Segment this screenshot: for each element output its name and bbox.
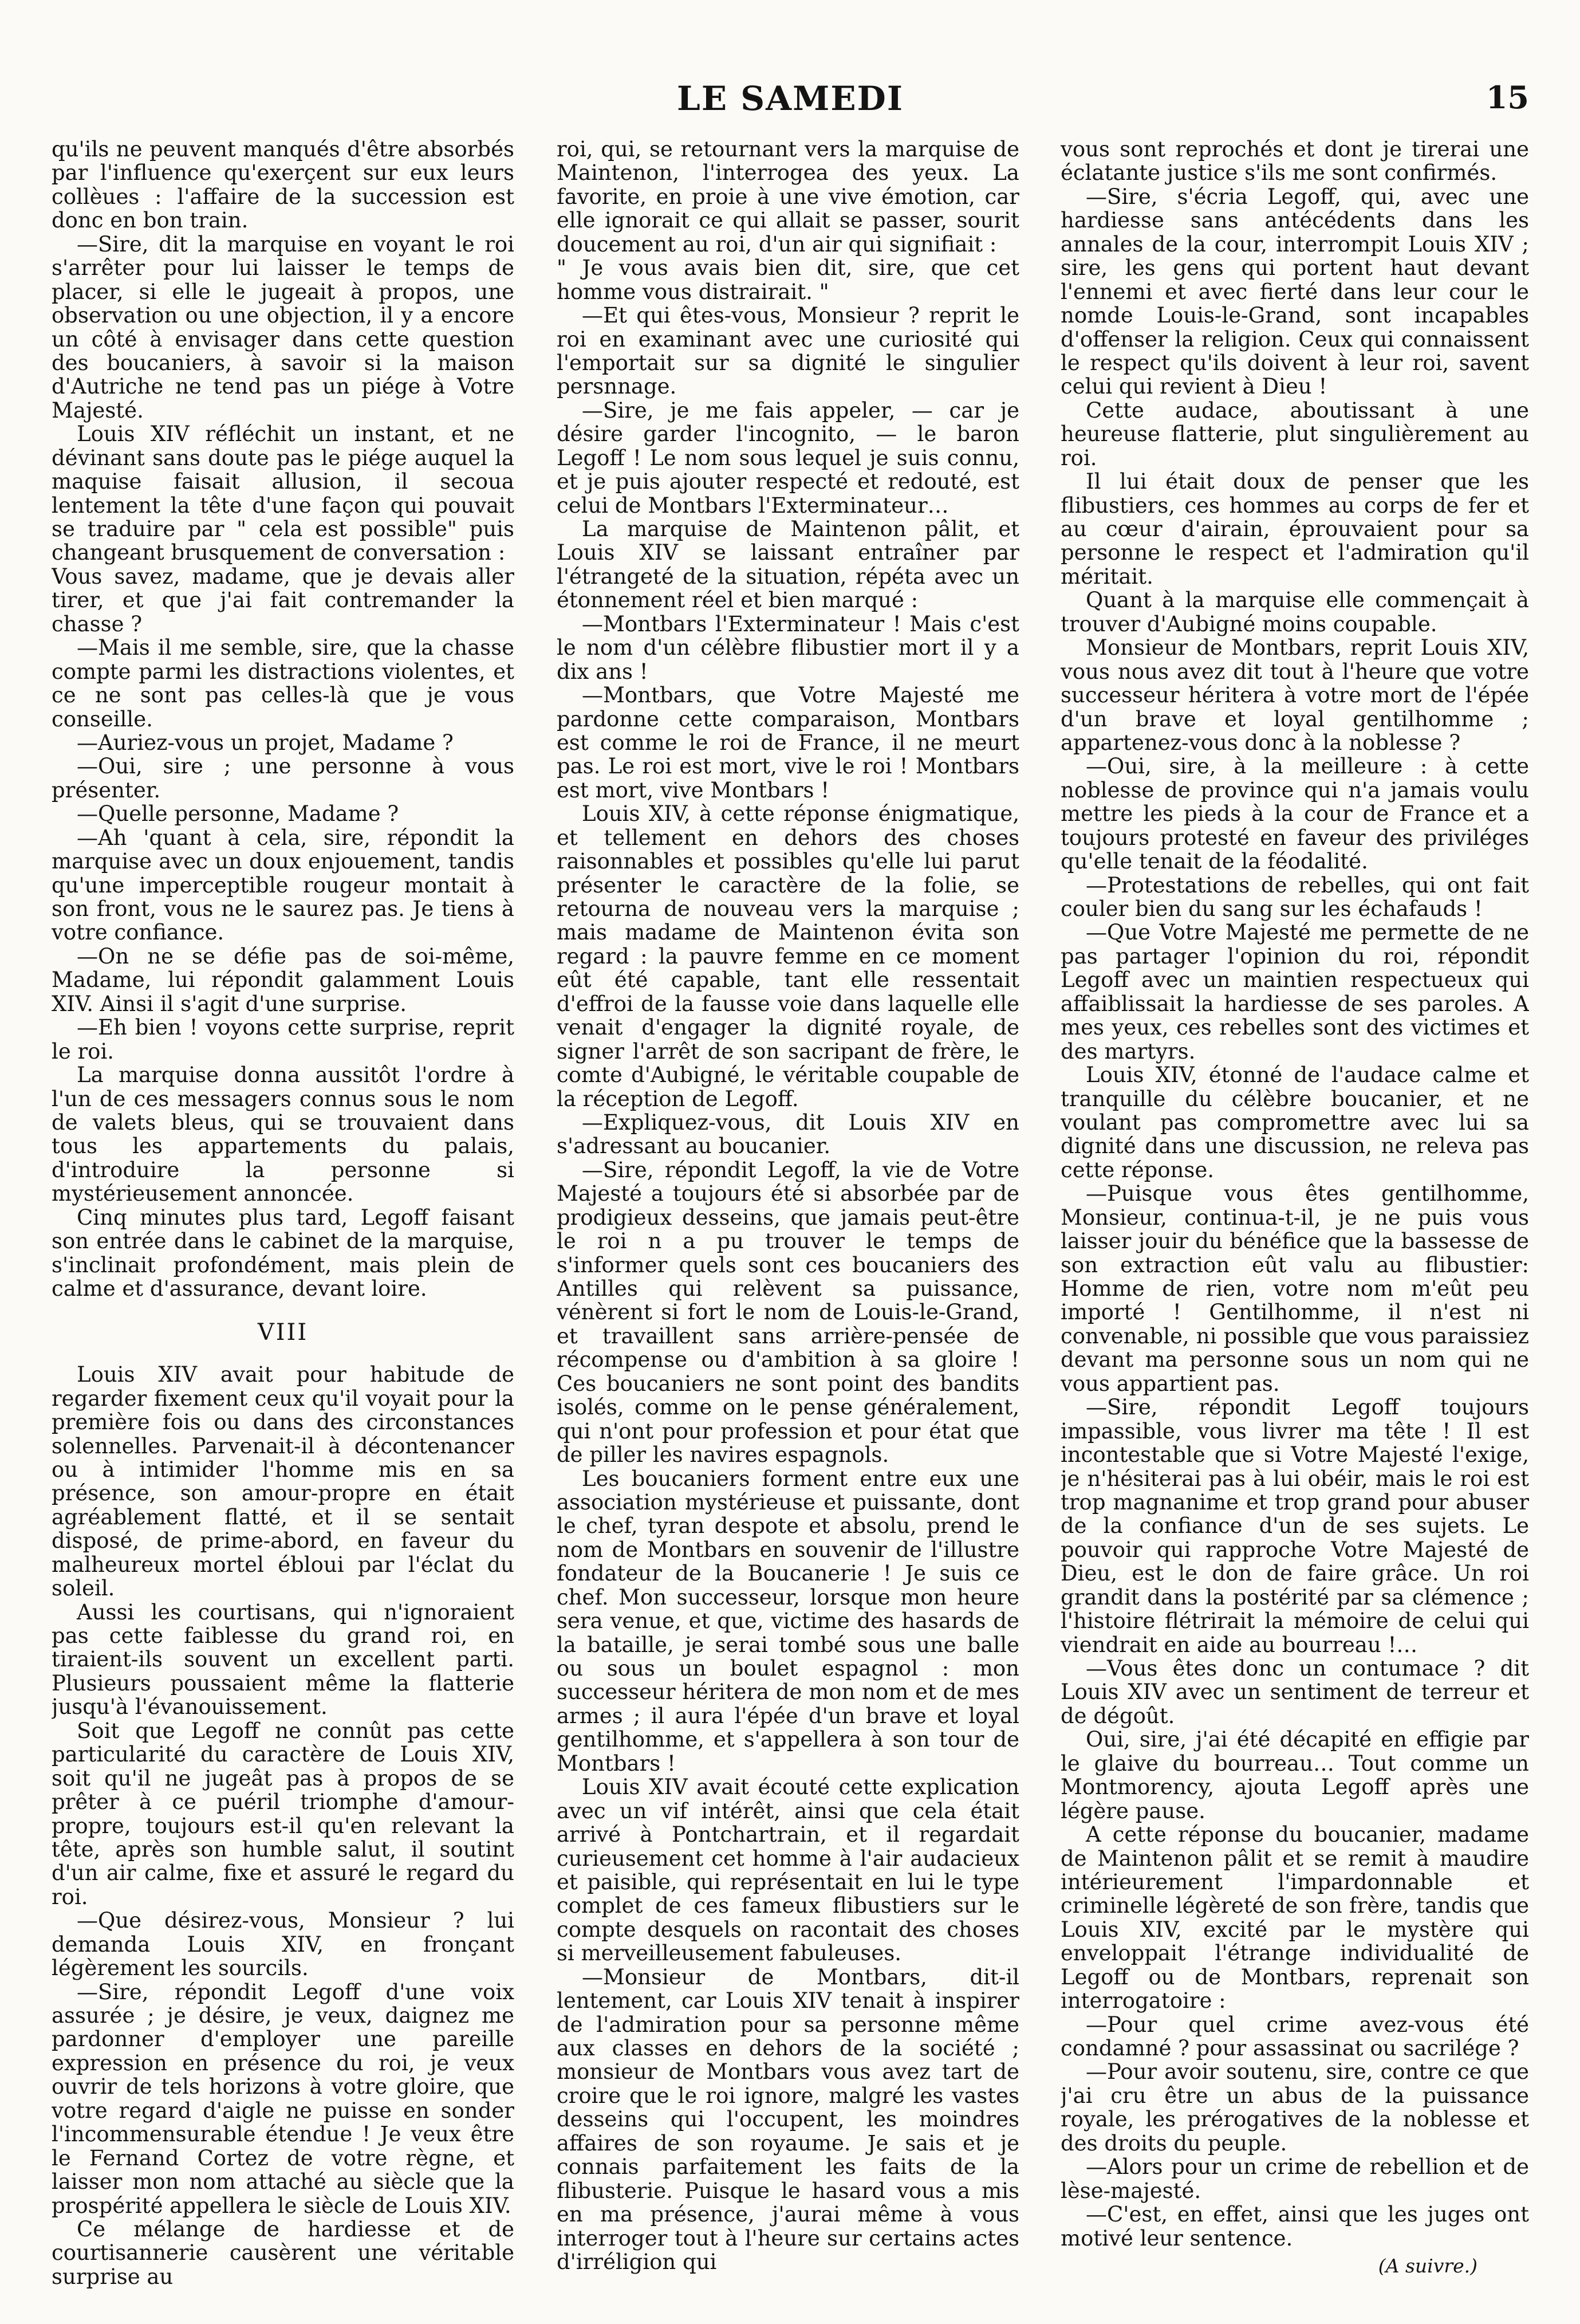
page-number: 15 xyxy=(1486,79,1529,116)
page-header xyxy=(52,79,1529,119)
paragraph: —Oui, sire, à la meilleure : à cette noblesse de province qui n'a jamais voulu mettre les pieds à la cour de France et a toujours protesté en faveur des priviléges qu'elle tenait de la féodalité. xyxy=(1061,754,1529,874)
paragraph: Louis XIV réfléchit un instant, et ne dévinant sans doute pas le piége auquel la maquise faisait allusion, il secoua lentement la tête d'une façon qui pouvait se traduire par " cela est possible" puis changeant brusquement de conversation : xyxy=(52,422,514,565)
paragraph: Monsieur de Montbars, reprit Louis XIV, vous nous avez dit tout à l'heure que votre successeur héritera à votre mort de l'épée d'un brave et loyal gentilhomme ; appartenez-vous donc à la noblesse ? xyxy=(1061,635,1529,755)
paragraph: —Expliquez-vous, dit Louis XIV en s'adressant au boucanier. xyxy=(557,1110,1019,1159)
paragraph: Oui, sire, j'ai été décapité en effigie par le glaive du bourreau… Tout comme un Montmorency, ajouta Legoff après une légère pause. xyxy=(1061,1727,1529,1823)
paragraph: qu'ils ne peuvent manqués d'être absorbés par l'influence qu'exerçent sur eux leurs collèues : l'affaire de la succession est donc en bon train. xyxy=(52,137,514,233)
paragraph: La marquise donna aussitôt l'ordre à l'un de ces messagers connus sous le nom de valets bleus, qui se trouvaient dans tous les appartements du palais, d'introduire la personne si mystérieusement annoncée. xyxy=(52,1063,514,1206)
paragraph: Il lui était doux de penser que les flibustiers, ces hommes au corps de fer et au cœur d'airain, éprouvaient pour sa personne le respect et l'admiration qu'il méritait. xyxy=(1061,469,1529,589)
paragraph: —Mais il me semble, sire, que la chasse compte parmi les distractions violentes, et ce ne sont pas celles-là que je vous conseille. xyxy=(52,635,514,732)
paragraph: Vous savez, madame, que je devais aller tirer, et que j'ai fait contremander la chasse ? xyxy=(52,564,514,636)
paragraph: roi, qui, se retournant vers la marquise de Maintenon, l'interrogea des yeux. La favorite, en proie à une vive émotion, car elle ignorait ce qui allait se passer, sourit doucement au roi, d'un air qui signifiait : xyxy=(557,137,1019,257)
paragraph: —Ah 'quant à cela, sire, répondit la marquise avec un doux enjouement, tandis qu'une imperceptible rougeur montait à son front, vous ne le saurez pas. Je tiens à votre confiance. xyxy=(52,825,514,945)
paragraph: —Sire, dit la marquise en voyant le roi s'arrêter pour lui laisser le temps de placer, si elle le jugeait à propos, une observation ou une objection, il y a encore un côté à envisager dans cette question des boucaniers, à savoir si la maison d'Autriche ne tend pas un piége à Votre Majesté. xyxy=(52,231,514,423)
paragraph: —Que Votre Majesté me permette de ne pas partager l'opinion du roi, répondit Legoff avec un maintien respectueux qui affaiblissait la hardiesse de ses paroles. A mes yeux, ces rebelles sont des victimes et des martyrs. xyxy=(1061,920,1529,1064)
paragraph: Louis XIV avait écouté cette explication avec un vif intérêt, ainsi que cela était arrivé à Pontchartrain, et il regardait curieusement cet homme à l'air audacieux et paisible, qui représentait en lui le type complet de ces fameux flibustiers sur le compte desquels on racontait des choses si merveilleusement fabuleuses. xyxy=(557,1775,1019,1966)
paragraph: —Montbars l'Exterminateur ! Mais c'est le nom d'un célèbre flibustier mort il y a dix ans ! xyxy=(557,611,1019,684)
paragraph: Les boucaniers forment entre eux une association mystérieuse et puissante, dont le chef, tyran despote et absolu, prend le nom de Montbars en souvenir de l'illustre fondateur de la Boucanerie ! Je suis ce chef. Mon successeur, lorsque mon heure sera venue, et que, victime des hasards de la bataille, je serai tombé sous une balle ou sous un boulet espagnol : mon successeur héritera de mon nom et de mes armes ; il aura l'épée d'un brave et loyal gentilhomme, et s'appellera à son tour de Montbars ! xyxy=(557,1466,1019,1776)
paragraph: —Sire, s'écria Legoff, qui, avec une hardiesse sans antécédents dans les annales de la cour, interrompit Louis XIV ; sire, les gens qui portent haut devant l'ennemi et avec fierté dans leur cour le nomde Louis-le-Grand, sont incapables d'offenser la religion. Ceux qui connaissent le respect qu'ils doivent à leur roi, savent celui qui revient à Dieu ! xyxy=(1061,184,1529,399)
paragraph: Ce mélange de hardiesse et de courtisannerie causèrent une véritable surprise au xyxy=(52,2216,514,2289)
paragraph: —Quelle personne, Madame ? xyxy=(77,801,399,827)
paragraph: —On ne se défie pas de soi-même, Madame, lui répondit galamment Louis XIV. Ainsi il s'agit d'une surprise. xyxy=(52,943,514,1016)
paragraph: —C'est, en effet, ainsi que les juges ont motivé leur sentence. xyxy=(1061,2202,1529,2251)
column-3 xyxy=(1061,137,1529,2303)
paragraph: —Pour quel crime avez-vous été condamné ? pour assassinat ou sacrilége ? xyxy=(1061,2012,1529,2060)
to-be-continued: (A suivre.) xyxy=(1378,2254,1477,2277)
paragraph: —Sire, je me fais appeler, — car je désire garder l'incognito, — le baron Legoff ! Le nom sous lequel je suis connu, et je puis ajouter respecté et redouté, est celui de Montbars l'Exterminateur… xyxy=(557,398,1019,518)
paragraph: —Sire, répondit Legoff d'une voix assurée ; je désire, je veux, daignez me pardonner d'employer une pareille expression en présence du roi, je veux ouvrir de tels horizons à votre gloire, que votre regard d'aigle ne puisse en sonder l'incommensurable étendue ! Je veux être le Fernand Cortez de votre règne, et laisser mon nom attaché au siècle que la prospérité appellera le siècle de Louis XIV. xyxy=(52,1979,514,2218)
column-2 xyxy=(557,137,1019,2303)
paragraph: Quant à la marquise elle commençait à trouver d'Aubigné moins coupable. xyxy=(1061,588,1529,636)
paragraph: Cinq minutes plus tard, Legoff faisant son entrée dans le cabinet de la marquise, s'inclinait profondément, mais plein de calme et d'assurance, devant loire. xyxy=(52,1205,514,1301)
paragraph: Louis XIV, à cette réponse énigmatique, et tellement en dehors des choses raisonnables et possibles qu'elle lui parut présenter le caractère de la folie, se retourna de nouveau vers la marquise ; mais madame de Maintenon évita son regard : la pauvre femme en ce moment eût été capable, tant elle ressentait d'effroi de la fausse voie dans laquelle elle venait d'engager la dignité royale, de signer l'arrêt de son sacripant de frère, le comte d'Aubigné, le véritable coupable de la réception de Legoff. xyxy=(557,801,1019,1111)
paragraph: —Pour avoir soutenu, sire, contre ce que j'ai cru être un abus de la puissance royale, les prérogatives de la noblesse et des droits du peuple. xyxy=(1061,2059,1529,2156)
paragraph: vous sont reprochés et dont je tirerai une éclatante justice s'ils me sont confirmés. xyxy=(1061,137,1529,186)
paragraph: —Que désirez-vous, Monsieur ? lui demanda Louis XIV, en fronçant légèrement les sourcils. xyxy=(52,1908,514,1981)
paragraph: —Eh bien ! voyons cette surprise, reprit le roi. xyxy=(52,1015,514,1064)
paragraph: —Sire, répondit Legoff toujours impassible, vous livrer ma tête ! Il est incontestable que si Votre Majesté l'exige, je n'hésiterai pas à lui obéir, mais le roi est trop magnanime et trop grand pour abuser de la confiance d'un de ses sujets. Le pouvoir qui rapproche Votre Majesté de Dieu, est le don de faire grâce. Un roi grandit dans la postérité par sa clémence ; l'histoire flétrirait la mémoire de celui qui viendrait en aide au bourreau !… xyxy=(1061,1395,1529,1657)
paragraph: —Sire, répondit Legoff, la vie de Votre Majesté a toujours été si absorbée par de prodigieux desseins, que jamais peut-être le roi n a pu trouver le temps de s'informer quels sont ces boucaniers des Antilles qui relèvent sa puissance, vénèrent si fort le nom de Louis-le-Grand, et travaillent sans arrière-pensée de récompense ou d'ambition à sa gloire ! Ces boucaniers ne sont point des bandits isolés, comme on le pense généralement, qui n'ont pour profession et pour état que de piller les navires espagnols. xyxy=(557,1157,1019,1468)
paragraph: Louis XIV avait pour habitude de regarder fixement ceux qu'il voyait pour la première fois ou dans des circonstances solennelles. Parvenait-il à décontenancer ou à intimider l'homme mis en sa présence, son amour-propre en était agréablement flatté, et il se sentait disposé, de prime-abord, en faveur du malheureux mortel ébloui par l'éclat du soleil. xyxy=(52,1362,514,1601)
paragraph: —Oui, sire ; une personne à vous présenter. xyxy=(52,754,514,803)
paragraph: La marquise de Maintenon pâlit, et Louis XIV se laissant entraîner par l'étrangeté de la situation, répéta avec un étonnement réel et bien marqué : xyxy=(557,517,1019,613)
paragraph: —Puisque vous êtes gentilhomme, Monsieur, continua-t-il, je ne puis vous laisser jouir du bénéfice que la bassesse de son extraction eût valu au flibustier: Homme de rien, votre nom m'eût peu importé ! Gentilhomme, il n'est ni convenable, ni possible que vous paraissiez devant ma personne sous un nom qui ne vous appartient pas. xyxy=(1061,1181,1529,1396)
paragraph: " Je vous avais bien dit, sire, que cet homme vous distrairait. " xyxy=(557,255,1019,304)
paragraph: —Auriez-vous un projet, Madame ? xyxy=(77,730,454,755)
paragraph: Louis XIV, étonné de l'audace calme et tranquille du célèbre boucanier, et ne voulant pas compromettre avec lui sa dignité dans une discussion, ne releva pas cette réponse. xyxy=(1061,1063,1529,1182)
paragraph: —Monsieur de Montbars, dit-il lentement, car Louis XIV tenait à inspirer de l'admiration pour sa personne même aux classes en dehors de la société ; monsieur de Montbars vous avez tart de croire que le roi ignore, malgré les vastes desseins qui l'occupent, les moindres affaires de son royaume. Je sais et je connais parfaitement les faits de la flibusterie. Puisque le hasard vous a mis en ma présence, j'aurai même à vous interroger tout à l'heure sur certains actes d'irréligion qui xyxy=(557,1964,1019,2274)
section-heading: VIII xyxy=(257,1319,309,1346)
paragraph: Aussi les courtisans, qui n'ignoraient pas cette faiblesse du grand roi, en tiraient-ils souvent un excellent parti. Plusieurs poussaient même la flatterie jusqu'à l'évanouissement. xyxy=(52,1599,514,1720)
paragraph: A cette réponse du boucanier, madame de Maintenon pâlit et se remit à maudire intérieurement l'impardonnable et criminelle légèreté de son frère, tandis que Louis XIV, excité par le mystère qui enveloppait l'étrange individualité de Legoff ou de Montbars, reprenait son interrogatoire : xyxy=(1061,1822,1529,2014)
paragraph: —Protestations de rebelles, qui ont fait couler bien du sang sur les échafauds ! xyxy=(1061,872,1529,921)
paragraph: —Vous êtes donc un contumace ? dit Louis XIV avec un sentiment de terreur et de dégoût. xyxy=(1061,1656,1529,1728)
journal-title: LE SAMEDI xyxy=(677,79,904,118)
paragraph: Soit que Legoff ne connût pas cette particularité du caractère de Louis XIV, soit qu'il ne jugeât pas à propos de se prêter à ce puéril triomphe d'amour-propre, toujours est-il qu'en relevant la tête, après son humble salut, il soutint d'un air calme, fixe et assuré le regard du roi. xyxy=(52,1718,514,1909)
paragraph: —Montbars, que Votre Majesté me pardonne cette comparaison, Montbars est comme le roi de France, il ne meurt pas. Le roi est mort, vive le roi ! Montbars est mort, vive Montbars ! xyxy=(557,683,1019,803)
column-1 xyxy=(52,137,514,2303)
paragraph: —Alors pour un crime de rebellion et de lèse-majesté. xyxy=(1061,2154,1529,2203)
paragraph: —Et qui êtes-vous, Monsieur ? reprit le roi en examinant avec une curiosité qui l'emportait sur sa dignité le singulier persnnage. xyxy=(557,303,1019,399)
paragraph: Cette audace, aboutissant à une heureuse flatterie, plut singulièrement au roi. xyxy=(1061,398,1529,470)
